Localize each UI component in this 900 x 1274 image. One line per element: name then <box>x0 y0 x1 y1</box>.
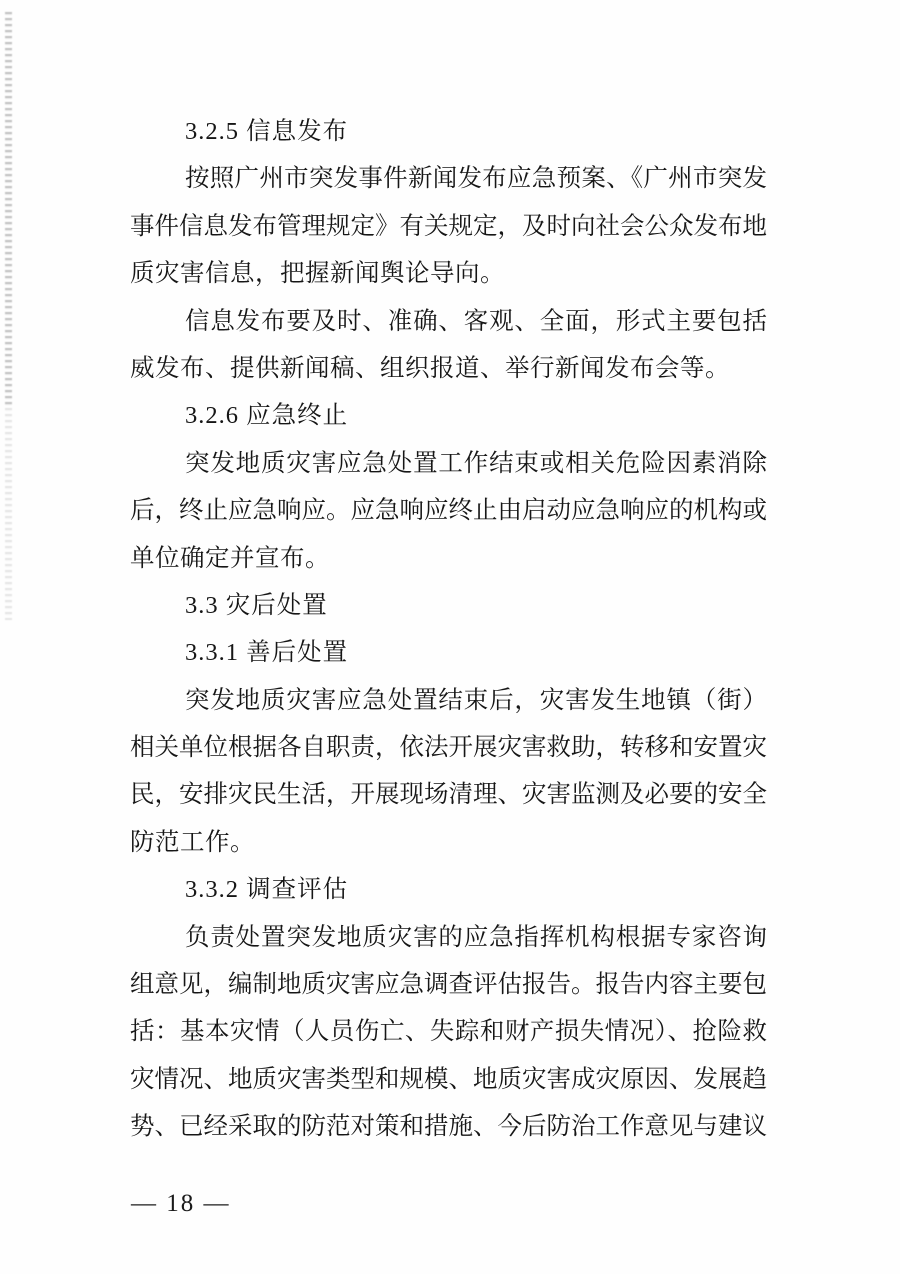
text-line: 势、已经采取的防范对策和措施、今后防治工作意见与建议 <box>130 1113 767 1141</box>
text-line: 防范工作。 <box>130 828 255 856</box>
section-heading-3-3: 3.3 灾后处置 <box>185 591 328 619</box>
section-heading-3-3-1: 3.3.1 善后处置 <box>185 639 349 667</box>
text-line: 民，安排灾民生活，开展现场清理、灾害监测及必要的安全 <box>130 781 767 809</box>
text-line: 质灾害信息，把握新闻舆论导向。 <box>130 260 505 288</box>
text-line: 负责处置突发地质灾害的应急指挥机构根据专家咨询 <box>185 923 767 951</box>
text-line: 单位确定并宣布。 <box>130 544 330 572</box>
text-line: 括：基本灾情（人员伤亡、失踪和财产损失情况）、抢险救 <box>130 1018 767 1046</box>
text-line: 后，终止应急响应。应急响应终止由启动应急响应的机构或 <box>130 497 767 525</box>
text-line: 突发地质灾害应急处置工作结束或相关危险因素消除 <box>185 449 767 477</box>
page-number: — 18 — <box>131 1190 231 1217</box>
text-line: 组意见，编制地质灾害应急调查评估报告。报告内容主要包 <box>130 971 767 999</box>
section-heading-3-2-6: 3.2.6 应急终止 <box>185 402 349 430</box>
text-line: 突发地质灾害应急处置结束后，灾害发生地镇（街） <box>185 686 767 714</box>
document-body <box>130 108 767 1151</box>
text-line: 威发布、提供新闻稿、组织报道、举行新闻发布会等。 <box>130 354 730 382</box>
text-line: 灾情况、地质灾害类型和规模、地质灾害成灾原因、发展趋 <box>130 1065 767 1093</box>
text-line: 信息发布要及时、准确、客观、全面，形式主要包括 <box>185 307 767 335</box>
text-line: 相关单位根据各自职责，依法开展灾害救助，转移和安置灾 <box>130 734 767 762</box>
section-heading-3-2-5: 3.2.5 信息发布 <box>185 118 349 145</box>
text-line: 事件信息发布管理规定》有关规定，及时向社会公众发布地 <box>130 212 767 240</box>
section-heading-3-3-2: 3.3.2 调查评估 <box>185 876 349 904</box>
scan-edge-artifact <box>5 408 12 620</box>
text-line: 按照广州市突发事件新闻发布应急预案、《广州市突发 <box>185 165 767 193</box>
scan-edge-artifact <box>5 12 12 405</box>
